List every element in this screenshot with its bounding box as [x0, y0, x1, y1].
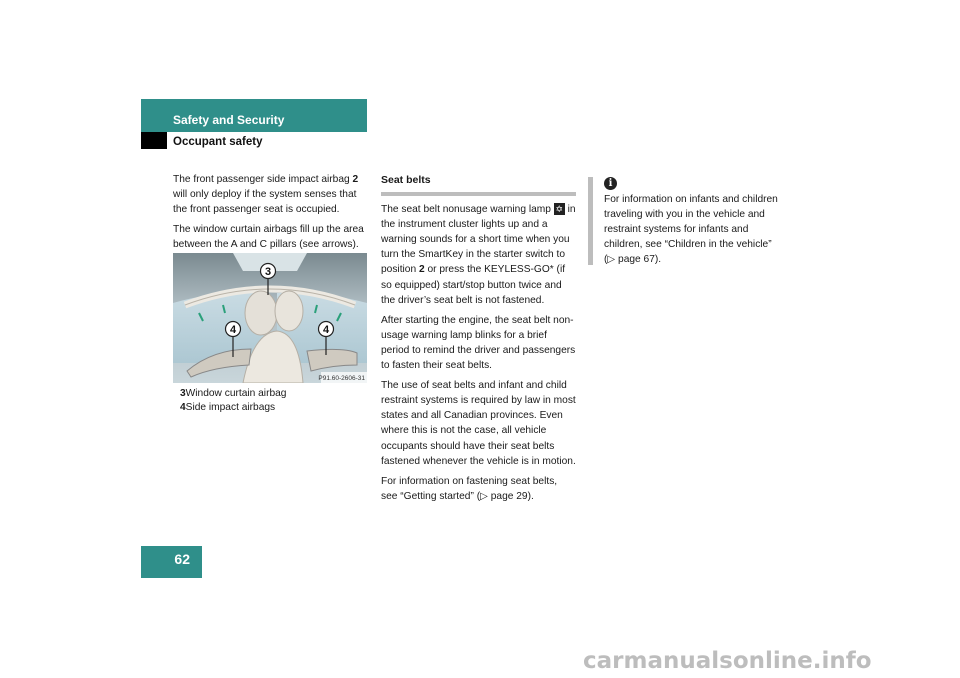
caption-text: Side impact airbags [185, 402, 276, 413]
column-2 [381, 173, 576, 509]
info-text: For information on infants and children traveling with you in the vehicle and restraint systems for infants and children, see “Children in the vehicle” (▷ page 67). [604, 194, 778, 266]
paragraph-warning-lamp [381, 202, 576, 308]
subsection-marker [141, 132, 167, 149]
info-icon: i [604, 177, 617, 190]
section-title: Safety and Security [173, 113, 285, 127]
paragraph-curtain-airbags: The window curtain airbags fill up the area between the A and C pillars (see arrows). [173, 224, 364, 251]
seat-belt-warning-icon: ✡ [555, 204, 563, 215]
text: will only deploy if the system senses that the front passenger seat is occupied. [173, 189, 357, 216]
page-number-box [141, 546, 202, 578]
text: in the instrument cluster lights up and a warning sounds for a short time when you turn the SmartKey in the starter switch to position [381, 204, 576, 276]
text: The seat belt nonusage warning lamp [381, 204, 554, 216]
caption-text: Window curtain airbag [185, 388, 287, 399]
bold-ref: 2 [418, 264, 425, 276]
caption-item-3 [180, 387, 286, 401]
column-1 [173, 172, 367, 257]
heading-rule [381, 192, 576, 196]
text: or press the KEYLESS-GO* (if so equipped) start/stop button twice and the driver’s seat belt is not fastened. [381, 264, 566, 306]
heading-seat-belts: Seat belts [381, 174, 431, 186]
figure-code: P91.60-2606-31 [318, 375, 365, 382]
page-number: 62 [174, 551, 190, 567]
text: The front passenger side impact airbag [173, 174, 353, 185]
caption-item-4 [180, 401, 286, 415]
paragraph-blink-reminder: After starting the engine, the seat belt non-usage warning lamp blinks for a brief period to remind the driver and passengers to fasten their seat belts. [381, 314, 576, 372]
subsection-title: Occupant safety [173, 136, 263, 148]
figure-caption [180, 387, 286, 415]
caption-number: 4 [180, 402, 186, 413]
callout-3-label: 3 [264, 266, 272, 278]
callout-4-right-label: 4 [322, 324, 330, 336]
bold-ref: 2 [352, 174, 359, 185]
car-interior-illustration [173, 253, 367, 383]
paragraph-fastening-ref: For information on fastening seat belts, see “Getting started” (▷ page 29). [381, 475, 558, 502]
callout-4-left-label: 4 [229, 324, 237, 336]
section-header-band [141, 99, 367, 132]
watermark: carmanualsonline.info [583, 648, 872, 674]
airbag-illustration [173, 253, 367, 383]
paragraph-passenger-airbag [173, 172, 367, 217]
paragraph-law: The use of seat belts and infant and child restraint systems is required by law in most states and all Canadian provinces. Even where this is not the case, all vehicle occupants should have their seat belts fastened whenever the vehicle is in motion. [381, 380, 576, 467]
info-side-bar [588, 177, 593, 265]
caption-number: 3 [180, 388, 186, 399]
